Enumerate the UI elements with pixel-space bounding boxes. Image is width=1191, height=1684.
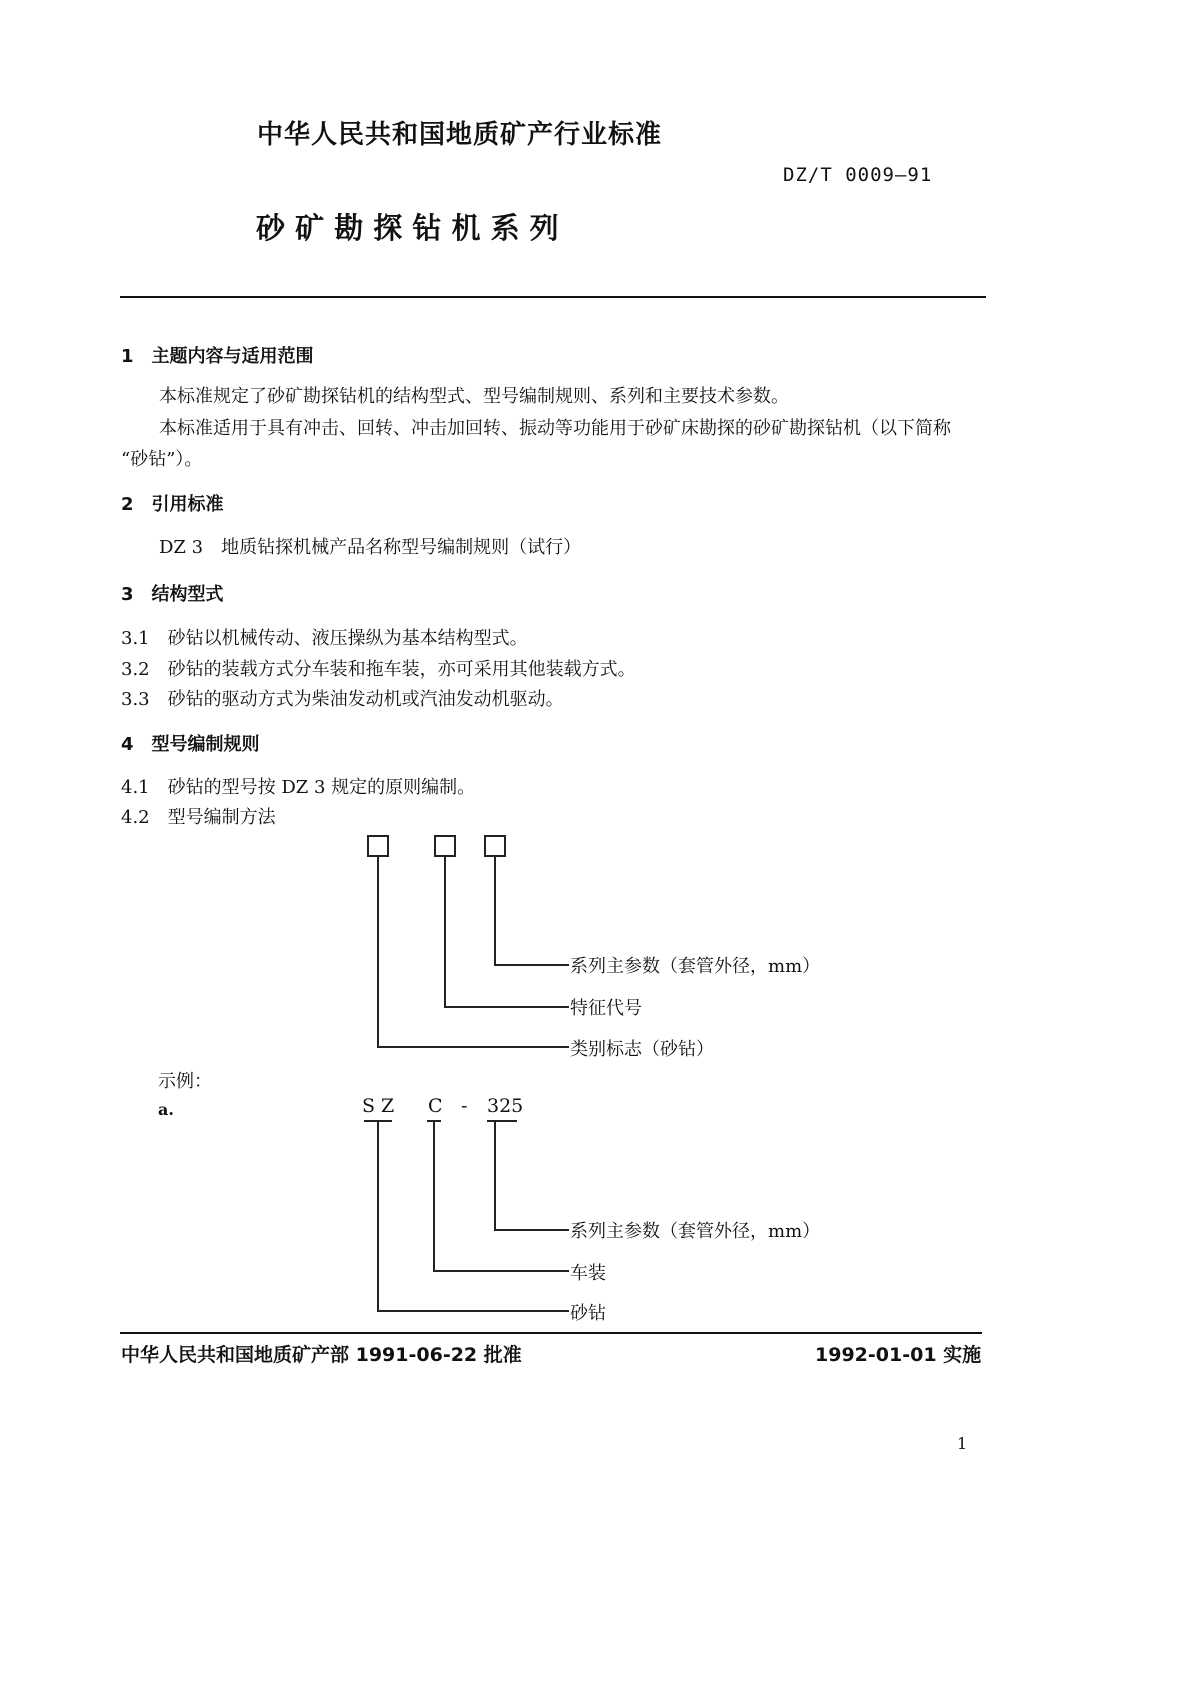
example-heading: 示例： [158, 1071, 212, 1092]
section-2-heading: 2 引用标准 [121, 494, 224, 515]
example-code-c: C [428, 1095, 443, 1117]
page-number: 1 [957, 1434, 968, 1453]
footer-divider [120, 1332, 982, 1334]
example-leader-vehicle-horizontal [433, 1270, 569, 1272]
leader-feature-horizontal [444, 1006, 569, 1008]
clause-3-3: 3.3 砂钻的驱动方式为柴油发动机或汽油发动机驱动。 [121, 689, 564, 710]
label-main-param: 系列主参数（套管外径，mm） [570, 956, 821, 977]
example-label-main-param: 系列主参数（套管外径，mm） [570, 1221, 821, 1242]
section-1-paragraph-2-cont: “砂钻”）。 [121, 449, 203, 470]
example-leader-param-horizontal [494, 1229, 569, 1231]
header-divider [120, 296, 986, 298]
code-box-category [367, 835, 389, 857]
example-label-drill: 砂钻 [570, 1303, 606, 1324]
example-leader-drill-vertical [377, 1121, 379, 1311]
leader-main-param-horizontal [494, 964, 569, 966]
section-1-paragraph-2: 本标准适用于具有冲击、回转、冲击加回转、振动等功能用于砂矿床勘探的砂矿勘探钻机（以下简称 [159, 418, 951, 439]
effective-date: 1992-01-01 实施 [815, 1344, 982, 1366]
clause-3-1: 3.1 砂钻以机械传动、液压操纵为基本结构型式。 [121, 628, 528, 649]
example-leader-param-vertical [494, 1121, 496, 1230]
code-box-feature [434, 835, 456, 857]
section-1-heading: 1 主题内容与适用范围 [121, 346, 314, 367]
example-leader-vehicle-vertical [433, 1121, 435, 1271]
label-category: 类别标志（砂钻） [570, 1039, 714, 1060]
clause-4-1: 4.1 砂钻的型号按 DZ 3 规定的原则编制。 [121, 777, 476, 798]
approval-statement: 中华人民共和国地质矿产部 1991-06-22 批准 [121, 1344, 522, 1366]
clause-4-2: 4.2 型号编制方法 [121, 807, 276, 828]
example-code-sz: S Z [362, 1095, 395, 1117]
example-item-a: a. [158, 1100, 174, 1119]
standard-code: DZ/T 0009—91 [783, 164, 933, 186]
section-3-heading: 3 结构型式 [121, 584, 224, 605]
example-code-325: 325 [487, 1095, 524, 1117]
section-1-paragraph-1: 本标准规定了砂矿勘探钻机的结构型式、型号编制规则、系列和主要技术参数。 [159, 386, 789, 407]
example-leader-drill-horizontal [377, 1310, 569, 1312]
section-4-heading: 4 型号编制规则 [121, 734, 260, 755]
leader-feature-vertical [444, 857, 446, 1007]
label-feature-code: 特征代号 [570, 998, 642, 1019]
standard-category-title: 中华人民共和国地质矿产行业标准 [257, 120, 663, 150]
leader-category-vertical [377, 857, 379, 1047]
code-box-main-param [484, 835, 506, 857]
leader-main-param-vertical [494, 857, 496, 965]
section-2-reference: DZ 3 地质钻探机械产品名称型号编制规则（试行） [159, 537, 582, 558]
clause-3-2: 3.2 砂钻的装载方式分车装和拖车装，亦可采用其他装载方式。 [121, 659, 636, 680]
example-label-vehicle: 车装 [570, 1263, 606, 1284]
document-title: 砂 矿 勘 探 钻 机 系 列 [256, 211, 559, 245]
example-code-dash: - [461, 1095, 468, 1117]
leader-category-horizontal [377, 1046, 569, 1048]
underline-325 [487, 1120, 517, 1122]
